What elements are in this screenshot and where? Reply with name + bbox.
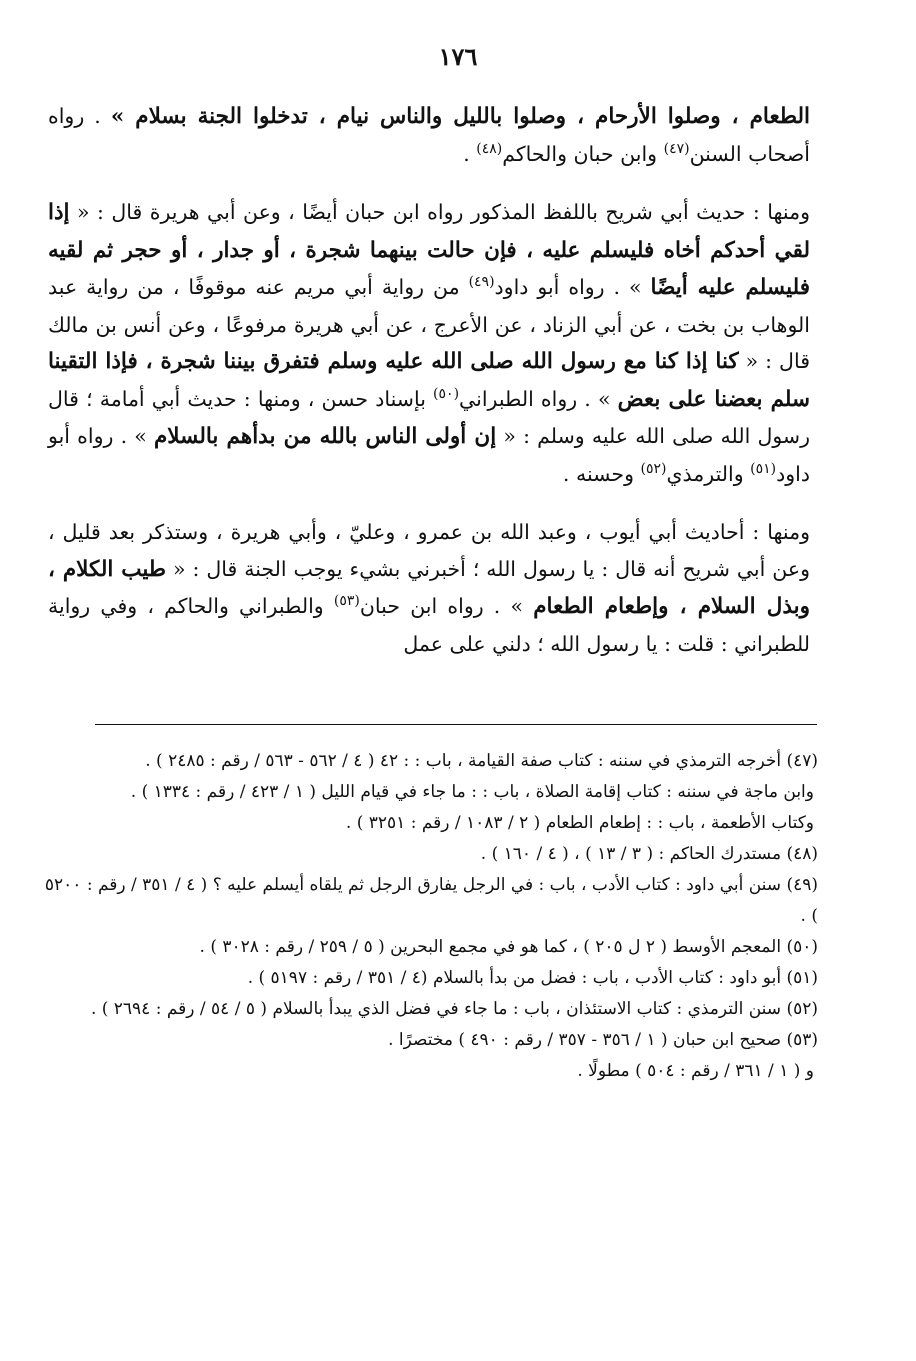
footnote-ref-51[interactable]: (٥١) [750,460,777,477]
hadith-text: الطعام ، وصلوا الأرحام ، وصلوا بالليل والناس نيام ، تدخلوا الجنة بسلام » [110,104,810,129]
hadith-text: كنا إذا كنا مع رسول الله صلى الله عليه وسلم فتفرق بيننا شجرة ، فإذا التقينا سلم بعضنا على بعض [48,349,811,412]
text-run: . [463,141,477,166]
paragraph-1 [48,98,810,172]
footnote-47: (٤٧) أخرجه الترمذي في سننه : كتاب صفة القيامة ، باب : : ٤٢ ( ٤ / ٥٦٢ - ٥٦٣ / رقم : ٢٤٨٥ ) . [145,751,818,771]
footnotes-section [40,746,818,1087]
footnote-ref-49[interactable]: (٤٩) [468,274,495,290]
text-run: » . رواه الطبراني [459,386,618,411]
footnote-52: (٥٢) سنن الترمذي : كتاب الاستئذان ، باب : ما جاء في فضل الذي يبدأ بالسلام ( ٥ / ٥٤ / رقم : ٢٦٩٤ ) . [90,999,818,1019]
footnote-51: (٥١) أبو داود : كتاب الأدب ، باب : فضل من بدأ بالسلام (٤ / ٣٥١ / رقم : ٥١٩٧ ) . [247,968,818,988]
text-run: وحسنه . [562,461,641,486]
hadith-text: طيب الكلام ، وبذل السلام ، وإطعام الطعام [48,556,810,619]
text-run: وابن حبان والحاكم [502,141,664,166]
text-run: » . رواه أبو داود [48,424,810,486]
footnote-ref-53[interactable]: (٥٣) [333,593,360,609]
footnote-47-continuation: وابن ماجة في سننه : كتاب إقامة الصلاة ، باب : : ما جاء في قيام الليل ( ١ / ٤٢٣ / رقم : ١٣٣٤ ) . [130,782,814,802]
footnote-ref-52[interactable]: (٥٢) [640,460,667,477]
footnote-divider [95,724,817,725]
text-run: والطبراني والحاكم ، وفي رواية للطبراني : قلت : يا رسول الله ؛ دلني على عمل [48,594,810,656]
text-run: بإسناد حسن ، ومنها : حديث أبي أمامة ؛ قال رسول الله صلى الله عليه وسلم : « [48,386,811,448]
footnote-53: (٥٣) صحيح ابن حبان ( ١ / ٣٥٦ - ٣٥٧ / رقم : ٤٩٠ ) مختصرًا . [388,1030,818,1050]
footnote-ref-48[interactable]: (٤٨) [476,140,503,157]
paragraph-2 [48,194,810,492]
footnote-53-continuation: و ( ١ / ٣٦١ / رقم : ٥٠٤ ) مطولًا . [577,1061,814,1081]
hadith-text: إذا لقي أحدكم أخاه فليسلم عليه ، فإن حالت بينهما شجرة ، أو جدار ، أو حجر ثم لقيه فليسلم عليه أيضًا [48,200,810,300]
main-text [48,98,810,684]
text-run: » . رواه أبو داود [494,275,651,299]
footnote-ref-47[interactable]: (٤٧) [663,140,690,157]
page-number: ١٧٦ [438,42,478,71]
footnote-47-continuation: وكتاب الأطعمة ، باب : : إطعام الطعام ( ٢ / ١٠٨٣ / رقم : ٣٢٥١ ) . [345,813,814,833]
footnote-49: (٤٩) سنن أبي داود : كتاب الأدب ، باب : في الرجل يفارق الرجل ثم يلقاه أيسلم عليه ؟ ( ٤ / ٣٥١ / رقم : ٥٢٠٠ ) . [44,875,818,926]
footnote-48: (٤٨) مستدرك الحاكم : ( ٣ / ١٣ ) ، ( ٤ / ١٦٠ ) . [480,844,818,864]
text-run: . رواه أصحاب السنن [48,104,810,166]
text-run: ومنها : أحاديث أبي أيوب ، وعبد الله بن عمرو ، وعليّ ، وأبي هريرة ، وستذكر بعد قليل ، وعن أبي شريح أنه قال : يا رسول الله ؛ أخبرني بشيء يوجب الجنة قال : « [48,520,810,581]
hadith-text: إن أولى الناس بالله من بدأهم بالسلام [154,424,497,449]
text-run: » . رواه ابن حبان [359,594,534,618]
paragraph-3 [48,514,810,662]
text-run: من رواية أبي مريم عنه موقوفًا ، من رواية عبد الوهاب بن بخت ، عن أبي الزناد ، عن الأعرج ، عن أبي هريرة مرفوعًا ، وعن أنس بن مالك قال : « [48,275,810,373]
footnote-ref-50[interactable]: (٥٠) [433,385,460,402]
text-run: والترمذي [666,461,751,486]
footnote-50: (٥٠) المعجم الأوسط ( ٢ ل ٢٠٥ ) ، كما هو في مجمع البحرين ( ٥ / ٢٥٩ / رقم : ٣٠٢٨ ) . [199,937,818,957]
text-run: ومنها : حديث أبي شريح باللفظ المذكور رواه ابن حبان أيضًا ، وعن أبي هريرة قال : « [69,200,810,224]
